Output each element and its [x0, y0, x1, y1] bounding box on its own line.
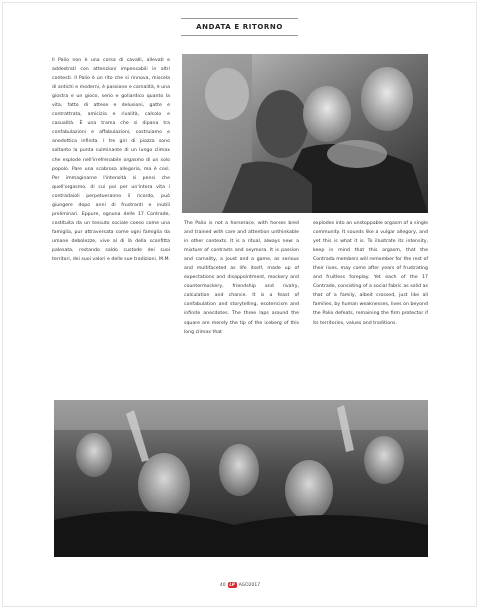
page-number: 40 [219, 582, 226, 588]
photo-celebration-embrace [182, 54, 428, 213]
author-signature: M.M. [158, 257, 170, 263]
page-footer [200, 580, 280, 590]
article-text-english-column-1: The Palio is not a horserace, with horses bred and trained with care and attention unthinkable in other contexts. It is a ritual, always new: a mixture of contrasts and oxymora. It is passion and carnality, a joust and a game, as serious and multifaceted as life itself, made up of expectations and disappointment, mockery and countermockery, friendship and rivalry, calculation and chance. It is a feast of confabulation and storytelling, esotericism and infinite anecdotes. The three laps around the square are merely the tip of the iceberg of this long climax that [184, 221, 299, 335]
issue-date: AGO2017 [238, 582, 261, 588]
section-title: ANDATA E RITORNO [181, 18, 298, 36]
magazine-logo: LP [229, 582, 235, 587]
article-text-italian-body: Il Palio non è una corsa di cavalli, allevati e addestrati con attenzioni impensabili in altri contesti. Il Palio è un rito che si rinnova, miscela di antichi e moderni, è passione e carnalità, è una giostra e un gioco, serio e goliardico quanto la vita, fatto di attese e delusioni, gatte e contrattrata, amicizia e rivalità, calcolo e casualità. È una trama che si dipana tra confabulazioni e affabulazioni, costruiamo e anedottica infinita. I tre giri di piazza sono soltanto la punta culminante di un lungo climax che esplode nell'irrefrenabile orgasmo di un solo popolo. Pare una scabrosa allegoria, ma è così. Per immaginarne l'intensità si pensi che quell'orgasmo, di cui poi per un'intera vita i contradaioli perpetueranno il ricordo, può giungere dopo anni di frustranti e inutili preliminari. Eppure, ognuna delle 17 Contrade, costituita da un tessuto sociale coeso come una famiglia, pur attraversata come ogni famiglia da umane debolezze, vive al di là della sconfitta palesata, restando saldo custode dei suoi territori, dei suoi valori e delle sue tradizioni. [52, 58, 170, 263]
article-text-english-column-2: explodes into an unstoppable orgasm of a single community. It sounds like a vulgar allegory, and yet this is what it is. To illustrate its intensity, keep in mind that this orgasm, that the Contrada members will remember for the rest of their lives, may come after years of frustrating and fruitless foreplay. Yet each of the 17 Contrade, consisting of a social fabric as solid as that of a family, albeit crossed, just like all families, by human weaknesses, lives on beyond the Palio defeats, remaining the firm protector if its territories, values and traditions. [313, 221, 428, 326]
photo-crowd-cheering [54, 400, 428, 557]
article-text-italian [52, 56, 170, 264]
